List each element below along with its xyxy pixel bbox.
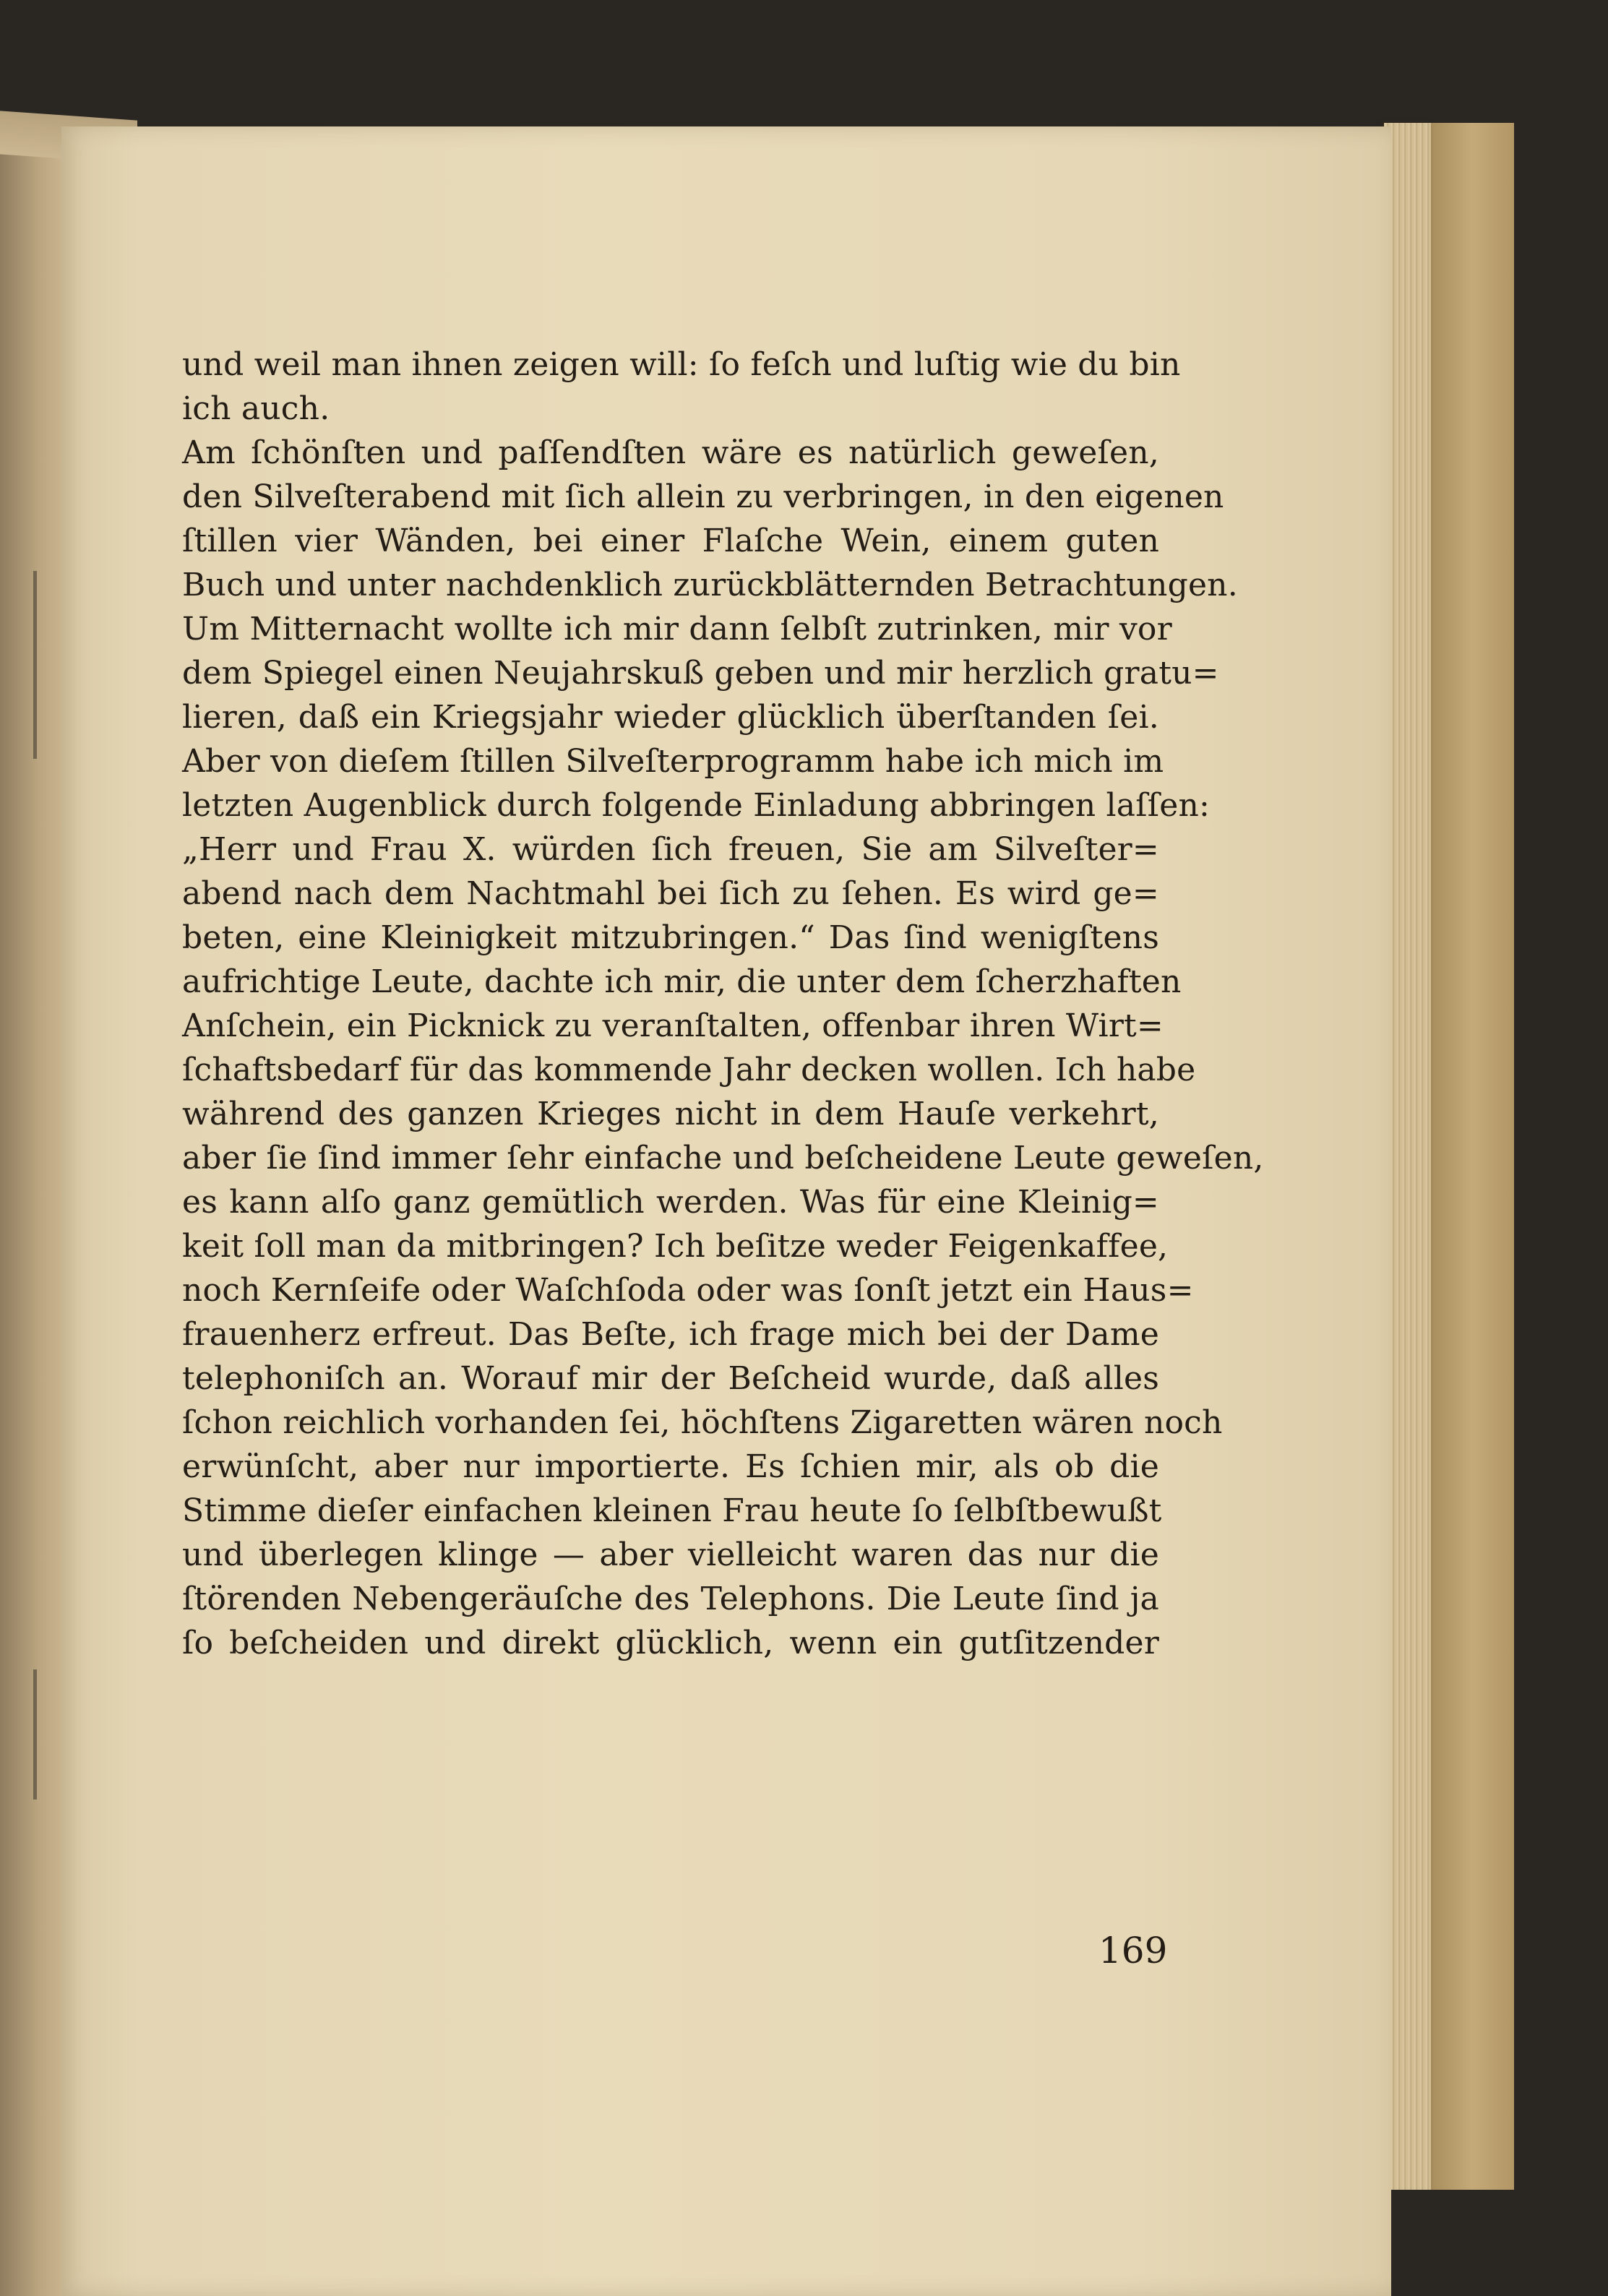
text-line: es kann alſo ganz gemütlich werden. Was für eine Kleinig=: [182, 1184, 1159, 1221]
text-line: während des ganzen Krieges nicht in dem Hauſe verkehrt,: [182, 1096, 1159, 1132]
text-line: ſo beſcheiden und direkt glücklich, wenn ein gutſitzender: [182, 1625, 1159, 1661]
text-line: dem Spiegel einen Neujahrskuß geben und mir herzlich gratu=: [182, 655, 1219, 692]
text-line: ich auch.: [182, 390, 330, 427]
left-edge-mark: [33, 1669, 37, 1800]
background-top: [0, 0, 1608, 124]
text-line: aufrichtige Leute, dachte ich mir, die unter dem ſcherzhaften: [182, 963, 1182, 1000]
text-line: Anſchein, ein Picknick zu veranſtalten, offenbar ihren Wirt=: [182, 1007, 1164, 1044]
text-line: lieren, daß ein Kriegsjahr wieder glücklich überſtanden ſei.: [182, 699, 1159, 736]
text-line: beten, eine Kleinigkeit mitzubringen.“ Das ſind wenigſtens: [182, 919, 1159, 956]
text-line: letzten Augenblick durch folgende Einladung abbringen laſſen:: [182, 787, 1211, 824]
text-line: Stimme dieſer einfachen kleinen Frau heute ſo ſelbſtbewußt: [182, 1492, 1162, 1529]
body-text: [182, 343, 1264, 1665]
background-bottom-right: [1384, 2190, 1514, 2296]
text-line: Buch und unter nachdenklich zurückblätternden Betrachtungen.: [182, 567, 1238, 603]
text-line: den Silveſterabend mit ſich allein zu verbringen, in den eigenen: [182, 478, 1224, 515]
text-line: Am ſchönſten und paſſendſten wäre es natürlich geweſen,: [182, 434, 1159, 471]
text-line: und überlegen klinge — aber vielleicht waren das nur die: [182, 1536, 1159, 1573]
page-number: 169: [1098, 1930, 1168, 1972]
left-page-edge: [0, 123, 69, 2296]
text-line: keit ſoll man da mitbringen? Ich beſitze weder Feigenkaffee,: [182, 1228, 1169, 1265]
text-line: Um Mitternacht wollte ich mir dann ſelbſt zutrinken, mir vor: [182, 611, 1172, 648]
text-line: aber ſie ſind immer ſehr einfache und beſcheidene Leute geweſen,: [182, 1140, 1264, 1177]
text-line: und weil man ihnen zeigen will: ſo feſch und luſtig wie du bin: [182, 346, 1181, 383]
book-cover-edge: [1431, 123, 1514, 2197]
text-line: ſchaftsbedarf für das kommende Jahr decken wollen. Ich habe: [182, 1052, 1196, 1088]
text-line: telephoniſch an. Worauf mir der Beſcheid wurde, daß alles: [182, 1360, 1159, 1397]
left-edge-mark: [33, 571, 37, 759]
text-line: „Herr und Frau X. würden ſich freuen, Sie am Silveſter=: [182, 831, 1159, 868]
text-line: erwünſcht, aber nur importierte. Es ſchien mir, als ob die: [182, 1448, 1159, 1485]
text-line: ſchon reichlich vorhanden ſei, höchſtens Zigaretten wären noch: [182, 1404, 1223, 1441]
text-line: frauenherz erfreut. Das Beſte, ich frage mich bei der Dame: [182, 1316, 1159, 1353]
text-line: abend nach dem Nachtmahl bei ſich zu ſehen. Es wird ge=: [182, 875, 1159, 912]
text-line: ſtillen vier Wänden, bei einer Flaſche Wein, einem guten: [182, 523, 1159, 559]
text-line: ſtörenden Nebengeräuſche des Telephons. Die Leute ſind ja: [182, 1581, 1159, 1617]
text-line: Aber von dieſem ſtillen Silveſterprogramm habe ich mich im: [182, 743, 1164, 780]
text-line: noch Kernſeife oder Waſchſoda oder was ſonſt jetzt ein Haus=: [182, 1272, 1194, 1309]
